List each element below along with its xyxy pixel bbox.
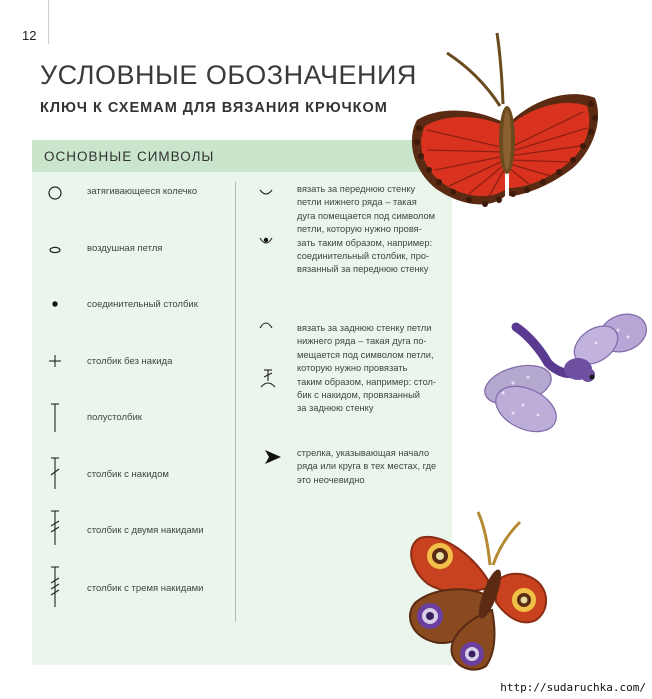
dragonfly-image [478, 305, 652, 445]
note-line: мещается под символом петли, [297, 349, 434, 360]
back-loop-note [297, 322, 447, 416]
t-two-slash-icon [40, 507, 70, 547]
symbol-label: соединительный столбик [87, 299, 198, 310]
note-line: которую нужно провязать [297, 363, 408, 374]
circle-ring-icon [40, 180, 70, 220]
note-line: таким образом, например: стол- [297, 376, 437, 387]
page-subtitle: КЛЮЧ К СХЕМАМ ДЛЯ ВЯЗАНИЯ КРЮЧКОМ [40, 100, 388, 116]
note-line: зать таким образом, например: [297, 237, 433, 248]
note-line: это неочевидно [297, 474, 365, 485]
note-line: вязать за заднюю стенку петли [297, 323, 432, 333]
symbol-label: столбик без накида [87, 356, 173, 367]
back-loop-arc-icon [254, 312, 278, 336]
note-line: вязанный за переднюю стенку [297, 264, 429, 275]
section-heading: ОСНОВНЫЕ СИМВОЛЫ [44, 149, 215, 164]
note-line: петли, которую нужно провя- [297, 224, 422, 235]
t-one-slash-icon [40, 453, 70, 493]
section-header [32, 140, 452, 172]
note-line: ряда или круга в тех местах, где [297, 461, 437, 472]
source-watermark: http://sudaruchka.com/ [500, 681, 646, 694]
peacock-butterfly-image [400, 510, 565, 675]
note-line: соединительный столбик, про- [297, 251, 430, 262]
note-line: нижнего ряда – такая дуга по- [297, 336, 427, 347]
symbol-label: воздушная петля [87, 243, 163, 254]
t-half-double-icon [40, 398, 70, 438]
oval-chain-icon [40, 237, 70, 277]
symbol-label: столбик с накидом [87, 469, 169, 480]
red-butterfly-image [405, 28, 605, 218]
plus-single-crochet-icon [40, 350, 70, 390]
arrow-start-icon [262, 445, 286, 469]
symbol-label: столбик с тремя накидами [87, 583, 204, 594]
arrow-note [297, 447, 447, 487]
note-line: вязать за переднюю стенку [297, 184, 416, 194]
note-line: бик с накидом, провязанный [297, 390, 420, 401]
symbol-label: столбик с двумя накидами [87, 525, 204, 536]
t-three-slash-icon [40, 563, 70, 603]
front-loop-arc-icon [254, 182, 278, 206]
symbol-label: затягивающееся колечко [87, 186, 198, 197]
page-title: УСЛОВНЫЕ ОБОЗНАЧЕНИЯ [40, 60, 417, 90]
note-line: дуга помещается под символом [297, 210, 436, 221]
note-line: стрелка, указывающая начало [297, 448, 430, 458]
note-line: петли нижнего ряда – такая [297, 197, 417, 208]
note-line: за заднюю стенку [297, 403, 374, 414]
column-divider [235, 182, 236, 622]
page-number: 12 [22, 28, 37, 43]
page-divider [48, 0, 49, 44]
back-loop-dc-icon [256, 366, 280, 390]
front-loop-slip-icon [254, 230, 278, 254]
symbol-label: полустолбик [87, 412, 142, 423]
dot-slip-stitch-icon [40, 294, 70, 334]
